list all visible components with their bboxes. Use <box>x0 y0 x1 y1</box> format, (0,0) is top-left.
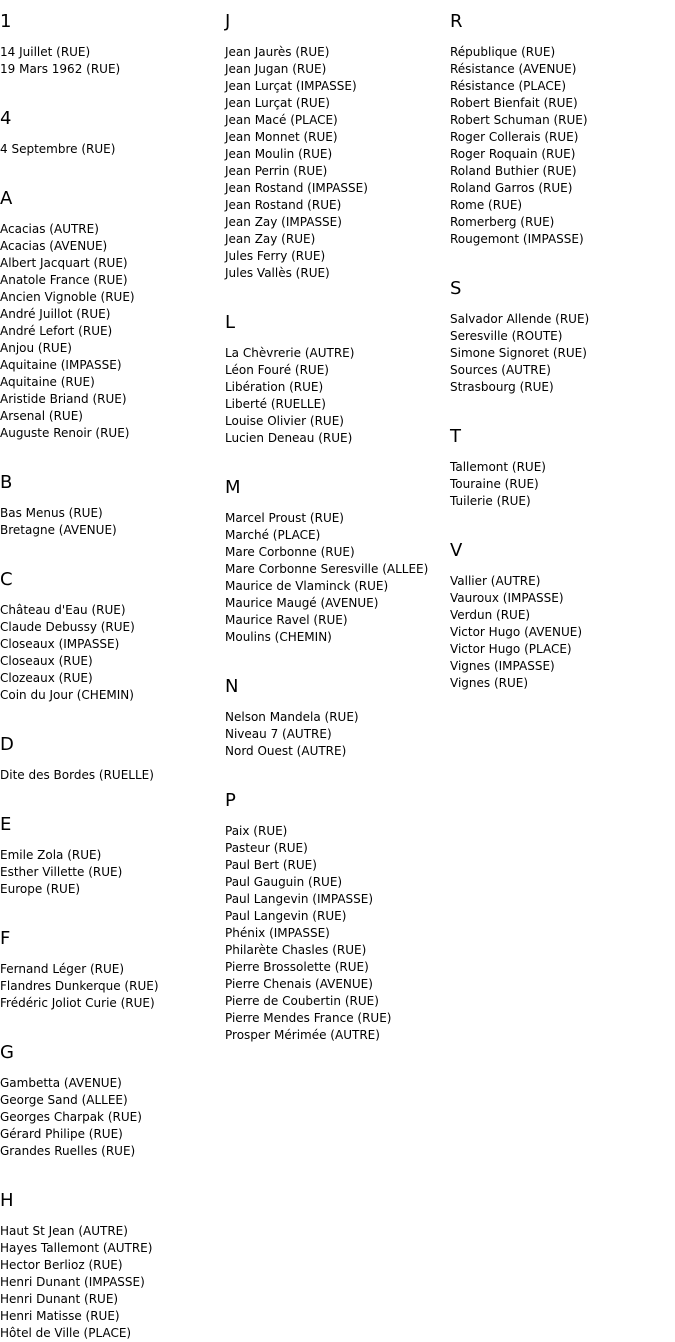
letter-heading: G <box>0 1042 14 1063</box>
street-entry[interactable]: Pierre Brossolette (RUE) <box>225 960 369 974</box>
street-entry[interactable]: Gérard Philipe (RUE) <box>0 1127 123 1141</box>
street-entry[interactable]: Haut St Jean (AUTRE) <box>0 1224 128 1238</box>
street-entry[interactable]: Jean Monnet (RUE) <box>225 130 338 144</box>
street-entry[interactable]: Aquitaine (RUE) <box>0 375 95 389</box>
street-entry[interactable]: Victor Hugo (AVENUE) <box>450 625 583 639</box>
street-entry[interactable]: André Juillot (RUE) <box>0 307 111 321</box>
letter-section <box>0 1160 225 1342</box>
street-entry[interactable]: Flandres Dunkerque (RUE) <box>0 979 159 993</box>
street-list <box>225 44 450 282</box>
street-entry[interactable]: Esther Villette (RUE) <box>0 865 123 879</box>
street-entry[interactable]: Henri Matisse (RUE) <box>0 1309 120 1323</box>
letter-heading: H <box>0 1190 14 1211</box>
street-entry[interactable]: Robert Bienfait (RUE) <box>450 96 578 110</box>
street-entry[interactable]: Jean Rostand (RUE) <box>225 198 342 212</box>
letter-heading: C <box>0 569 13 590</box>
letter-section <box>225 12 450 282</box>
street-entry[interactable]: Phénix (IMPASSE) <box>225 926 330 940</box>
street-list <box>0 961 225 1012</box>
index-column-1 <box>0 0 225 1342</box>
letter-section <box>0 442 225 539</box>
street-entry[interactable]: Nelson Mandela (RUE) <box>225 710 359 724</box>
street-entry[interactable]: Hôtel de Ville (PLACE) <box>0 1326 132 1340</box>
letter-section <box>225 282 450 447</box>
street-entry[interactable]: Tallemont (RUE) <box>450 460 546 474</box>
street-entry[interactable]: Salvador Allende (RUE) <box>450 312 590 326</box>
street-entry[interactable]: Jean Macé (PLACE) <box>225 113 338 127</box>
street-entry[interactable]: Jean Zay (IMPASSE) <box>225 215 342 229</box>
street-entry[interactable]: Jean Lurçat (IMPASSE) <box>225 79 357 93</box>
street-entry[interactable]: Résistance (PLACE) <box>450 79 566 93</box>
street-list <box>225 345 450 447</box>
street-entry[interactable]: Paul Langevin (IMPASSE) <box>225 892 374 906</box>
street-entry[interactable]: Jean Jaurès (RUE) <box>225 45 330 59</box>
street-list <box>0 767 225 784</box>
street-entry[interactable]: Closeaux (IMPASSE) <box>0 637 120 651</box>
street-entry[interactable]: George Sand (ALLEE) <box>0 1093 128 1107</box>
street-list <box>225 823 450 1044</box>
street-entry[interactable]: Closeaux (RUE) <box>0 654 93 668</box>
street-entry[interactable]: Hayes Tallemont (AUTRE) <box>0 1241 153 1255</box>
section-gap <box>0 1012 225 1031</box>
section-gap <box>0 898 225 917</box>
street-entry[interactable]: Coin du Jour (CHEMIN) <box>0 688 134 702</box>
street-entry[interactable]: Paul Gauguin (RUE) <box>225 875 343 889</box>
street-entry[interactable]: Anjou (RUE) <box>0 341 72 355</box>
section-gap <box>450 510 675 529</box>
street-entry[interactable]: Jules Vallès (RUE) <box>225 266 330 280</box>
street-entry[interactable]: 19 Mars 1962 (RUE) <box>0 62 121 76</box>
street-entry[interactable]: Vauroux (IMPASSE) <box>450 591 564 605</box>
letter-heading: J <box>225 11 231 32</box>
section-gap <box>450 248 675 267</box>
letter-heading: L <box>225 312 236 333</box>
street-entry[interactable]: Maurice Ravel (RUE) <box>225 613 348 627</box>
street-entry[interactable]: Robert Schuman (RUE) <box>450 113 588 127</box>
letter-section <box>0 1012 225 1160</box>
street-entry[interactable]: Marcel Proust (RUE) <box>225 511 344 525</box>
street-entry[interactable]: Jean Jugan (RUE) <box>225 62 327 76</box>
letter-section <box>0 784 225 898</box>
street-entry[interactable]: Lucien Deneau (RUE) <box>225 431 353 445</box>
street-entry[interactable]: Jean Perrin (RUE) <box>225 164 328 178</box>
street-entry[interactable]: Nord Ouest (AUTRE) <box>225 744 347 758</box>
section-gap <box>225 447 450 466</box>
street-entry[interactable]: Victor Hugo (PLACE) <box>450 642 572 656</box>
street-entry[interactable]: Ancien Vignoble (RUE) <box>0 290 135 304</box>
street-entry[interactable]: Pasteur (RUE) <box>225 841 308 855</box>
letter-section <box>0 12 225 78</box>
street-entry[interactable]: Hector Berlioz (RUE) <box>0 1258 123 1272</box>
street-entry[interactable]: Roger Collerais (RUE) <box>450 130 579 144</box>
street-entry[interactable]: Romerberg (RUE) <box>450 215 555 229</box>
street-entry[interactable]: Dite des Bordes (RUELLE) <box>0 768 154 782</box>
section-gap <box>0 704 225 723</box>
street-entry[interactable]: André Lefort (RUE) <box>0 324 113 338</box>
letter-heading: N <box>225 676 239 697</box>
section-gap <box>225 760 450 779</box>
section-gap <box>0 158 225 177</box>
letter-heading: T <box>450 426 461 447</box>
street-entry[interactable]: Résistance (AVENUE) <box>450 62 577 76</box>
street-entry[interactable]: Verdun (RUE) <box>450 608 531 622</box>
street-entry[interactable]: Clozeaux (RUE) <box>0 671 93 685</box>
letter-heading: 1 <box>0 11 12 32</box>
street-entry[interactable]: Touraine (RUE) <box>450 477 539 491</box>
index-column-3 <box>450 0 675 692</box>
street-list <box>0 1075 225 1160</box>
street-entry[interactable]: Pierre Mendes France (RUE) <box>225 1011 392 1025</box>
letter-heading: B <box>0 472 13 493</box>
street-entry[interactable]: Simone Signoret (RUE) <box>450 346 587 360</box>
street-entry[interactable]: Acacias (AVENUE) <box>0 239 108 253</box>
letter-section <box>450 396 675 510</box>
street-entry[interactable]: 4 Septembre (RUE) <box>0 142 116 156</box>
street-entry[interactable]: Moulins (CHEMIN) <box>225 630 332 644</box>
letter-section <box>225 760 450 1044</box>
street-entry[interactable]: Emile Zola (RUE) <box>0 848 102 862</box>
street-list <box>0 847 225 898</box>
street-entry[interactable]: Henri Dunant (RUE) <box>0 1292 119 1306</box>
letter-section <box>225 447 450 646</box>
letter-section <box>0 539 225 704</box>
street-entry[interactable]: Prosper Mérimée (AUTRE) <box>225 1028 380 1042</box>
street-entry[interactable]: Bas Menus (RUE) <box>0 506 103 520</box>
street-entry[interactable]: Mare Corbonne Seresville (ALLEE) <box>225 562 429 576</box>
street-entry[interactable]: Niveau 7 (AUTRE) <box>225 727 332 741</box>
street-entry[interactable]: Paul Bert (RUE) <box>225 858 317 872</box>
street-entry[interactable]: Aquitaine (IMPASSE) <box>0 358 122 372</box>
section-gap <box>225 282 450 301</box>
street-list <box>450 573 675 692</box>
letter-section <box>0 898 225 1012</box>
street-entry[interactable]: Pierre Chenais (AVENUE) <box>225 977 373 991</box>
letter-heading: 4 <box>0 108 12 129</box>
street-entry[interactable]: Albert Jacquart (RUE) <box>0 256 128 270</box>
section-gap <box>450 396 675 415</box>
index-column-2 <box>225 0 450 1044</box>
street-list <box>0 141 225 158</box>
street-entry[interactable]: Maurice Maugé (AVENUE) <box>225 596 379 610</box>
street-entry[interactable]: Paix (RUE) <box>225 824 288 838</box>
street-list <box>0 505 225 539</box>
letter-heading: P <box>225 790 236 811</box>
street-list <box>0 602 225 704</box>
street-entry[interactable]: La Chèvrerie (AUTRE) <box>225 346 355 360</box>
street-list <box>0 44 225 78</box>
letter-heading: E <box>0 814 12 835</box>
street-entry[interactable]: Paul Langevin (RUE) <box>225 909 347 923</box>
street-entry[interactable]: Arsenal (RUE) <box>0 409 83 423</box>
letter-section <box>450 12 675 248</box>
street-entry[interactable]: Roger Roquain (RUE) <box>450 147 576 161</box>
street-entry[interactable]: Fernand Léger (RUE) <box>0 962 125 976</box>
street-entry[interactable]: Jean Rostand (IMPASSE) <box>225 181 368 195</box>
street-entry[interactable]: République (RUE) <box>450 45 556 59</box>
street-entry[interactable]: Jean Zay (RUE) <box>225 232 316 246</box>
letter-heading: S <box>450 278 462 299</box>
section-gap <box>0 442 225 461</box>
street-entry[interactable]: Mare Corbonne (RUE) <box>225 545 355 559</box>
street-entry[interactable]: Sources (AUTRE) <box>450 363 551 377</box>
letter-section <box>225 646 450 760</box>
street-entry[interactable]: Georges Charpak (RUE) <box>0 1110 142 1124</box>
street-entry[interactable]: Aristide Briand (RUE) <box>0 392 127 406</box>
street-entry[interactable]: Anatole France (RUE) <box>0 273 128 287</box>
section-gap <box>0 78 225 97</box>
letter-heading: V <box>450 540 463 561</box>
letter-heading: M <box>225 477 241 498</box>
section-gap <box>0 784 225 803</box>
street-entry[interactable]: Roland Garros (RUE) <box>450 181 573 195</box>
street-entry[interactable]: Bretagne (AVENUE) <box>0 523 117 537</box>
street-list <box>450 44 675 248</box>
street-entry[interactable]: Maurice de Vlaminck (RUE) <box>225 579 389 593</box>
street-entry[interactable]: Roland Buthier (RUE) <box>450 164 577 178</box>
section-gap <box>225 646 450 665</box>
street-list <box>225 709 450 760</box>
street-entry[interactable]: Strasbourg (RUE) <box>450 380 554 394</box>
section-gap <box>0 1160 225 1179</box>
street-entry[interactable]: Gambetta (AVENUE) <box>0 1076 122 1090</box>
street-entry[interactable]: Frédéric Joliot Curie (RUE) <box>0 996 155 1010</box>
street-entry[interactable]: Jean Lurçat (RUE) <box>225 96 330 110</box>
letter-heading: A <box>0 188 13 209</box>
street-entry[interactable]: Rome (RUE) <box>450 198 523 212</box>
letter-heading: D <box>0 734 14 755</box>
street-entry[interactable]: Libération (RUE) <box>225 380 324 394</box>
street-entry[interactable]: Jean Moulin (RUE) <box>225 147 333 161</box>
street-entry[interactable]: Vignes (RUE) <box>450 676 529 690</box>
street-entry[interactable]: Louise Olivier (RUE) <box>225 414 344 428</box>
street-entry[interactable]: Henri Dunant (IMPASSE) <box>0 1275 145 1289</box>
street-entry[interactable]: Léon Fouré (RUE) <box>225 363 329 377</box>
street-entry[interactable]: 14 Juillet (RUE) <box>0 45 91 59</box>
letter-heading: F <box>0 928 11 949</box>
street-entry[interactable]: Vallier (AUTRE) <box>450 574 541 588</box>
street-entry[interactable]: Tuilerie (RUE) <box>450 494 531 508</box>
section-gap <box>0 539 225 558</box>
street-entry[interactable]: Philarète Chasles (RUE) <box>225 943 367 957</box>
street-entry[interactable]: Marché (PLACE) <box>225 528 321 542</box>
letter-section <box>450 510 675 692</box>
letter-section <box>0 158 225 442</box>
street-list <box>0 221 225 442</box>
street-entry[interactable]: Claude Debussy (RUE) <box>0 620 135 634</box>
street-entry[interactable]: Vignes (IMPASSE) <box>450 659 555 673</box>
street-entry[interactable]: Seresville (ROUTE) <box>450 329 563 343</box>
street-entry[interactable]: Pierre de Coubertin (RUE) <box>225 994 379 1008</box>
street-entry[interactable]: Jules Ferry (RUE) <box>225 249 326 263</box>
street-entry[interactable]: Rougemont (IMPASSE) <box>450 232 584 246</box>
letter-section <box>0 704 225 784</box>
letter-section <box>450 248 675 396</box>
street-list <box>450 459 675 510</box>
street-entry[interactable]: Grandes Ruelles (RUE) <box>0 1144 136 1158</box>
street-list <box>0 1223 225 1342</box>
street-list <box>450 311 675 396</box>
letter-section <box>0 78 225 158</box>
street-entry[interactable]: Acacias (AUTRE) <box>0 222 99 236</box>
street-entry[interactable]: Liberté (RUELLE) <box>225 397 326 411</box>
letter-heading: R <box>450 11 463 32</box>
street-entry[interactable]: Château d'Eau (RUE) <box>0 603 126 617</box>
street-entry[interactable]: Auguste Renoir (RUE) <box>0 426 130 440</box>
street-entry[interactable]: Europe (RUE) <box>0 882 81 896</box>
street-list <box>225 510 450 646</box>
